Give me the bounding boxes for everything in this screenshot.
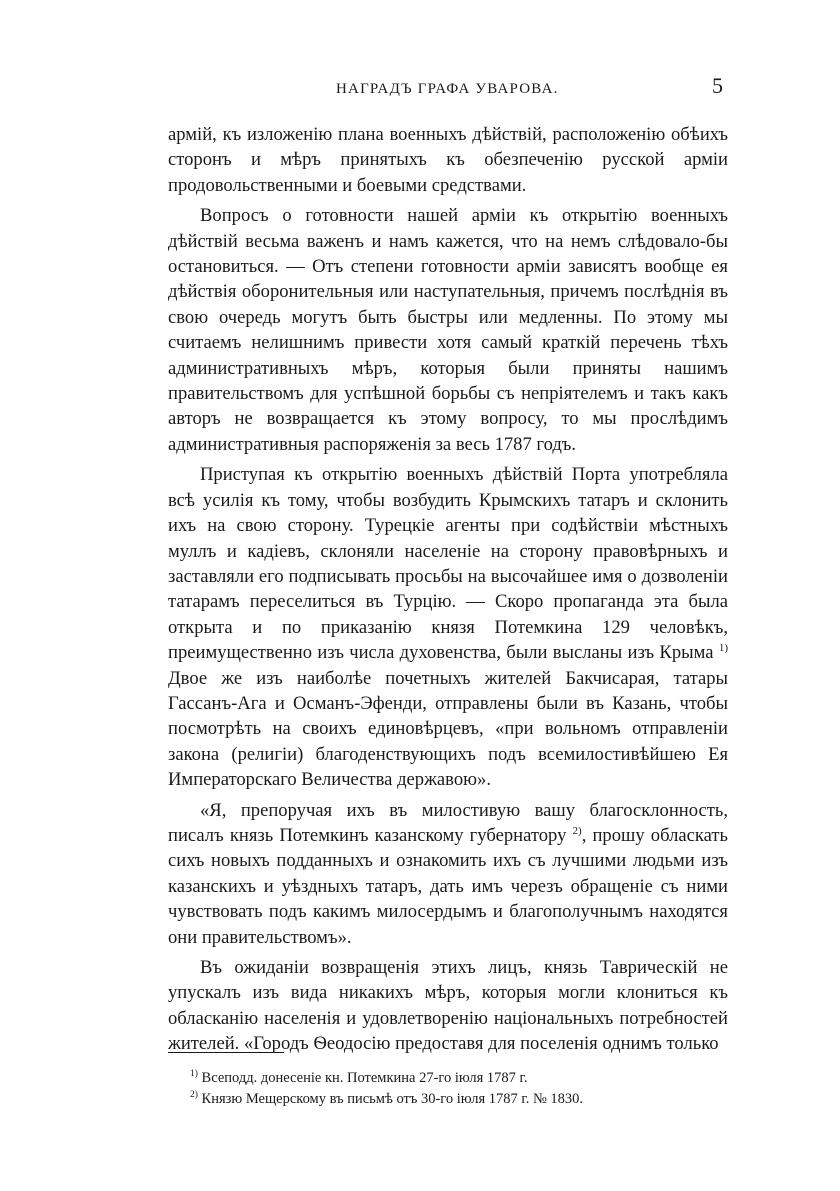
footnote-ref-1: 1) [718, 642, 729, 655]
footnote-mark-1: 1) [190, 1069, 198, 1079]
footnote-divider [168, 1052, 284, 1053]
footnote-1 [190, 1068, 710, 1089]
paragraph-2: Вопросъ о готовности нашей арміи къ открытію военныхъ дѣйствій весьма важенъ и намъ кажется, что на немъ слѣдовало-бы остановиться. — Отъ степени готовности арміи зависятъ вообще ея дѣйствія оборонительныя или наступательныя, причемъ послѣднія въ свою очередь могутъ быть быстры или медленны. По этому мы считаемъ нелишнимъ привести хотя самый краткій перечень тѣхъ административныхъ мѣръ, которыя были приняты нашимъ правительствомъ для успѣшной борьбы съ непріятелемъ и такъ какъ авторъ не возвращается къ этому вопросу, то мы прослѣдимъ административныя распоряженія за весь 1787 годъ. [168, 205, 728, 455]
page-number: 5 [712, 73, 723, 98]
paragraph-4-part-2: , прошу обласкать сихъ новыхъ подданныхъ и ознакомить ихъ съ лучшими людьми изъ казанскихъ и уѣздныхъ татаръ, дать имъ черезъ обращеніе съ ними чувствовать подъ какимъ милосердымъ и благополучнымъ находятся они правительствомъ». [168, 824, 728, 948]
body-text [168, 122, 728, 1057]
paragraph-5: Въ ожиданіи возвращенія этихъ лицъ, князь Таврическій не упускалъ изъ вида никакихъ мѣръ, которыя могли клониться къ обласканію населенія и удовлетворенію національныхъ потребностей жителей. «Городъ Ѳеодосію предоставя для поселенія однимъ только [168, 957, 728, 1055]
paragraph-3 [168, 462, 728, 792]
paragraph-1: армій, къ изложенію плана военныхъ дѣйствій, расположенію обѣихъ сторонъ и мѣръ принятыхъ къ обезпеченію русской арміи продовольственными и боевыми средствами. [168, 124, 728, 196]
footnote-text-2: Князю Мещерскому въ письмѣ отъ 30-го іюля 1787 г. № 1830. [197, 1090, 584, 1107]
footnote-mark-2: 2) [190, 1089, 198, 1100]
paragraph-3-part-2: Двое же изъ наиболѣе почетныхъ жителей Бакчисарая, татары Гассанъ-Ага и Османъ-Эфенди, отправлены были въ Казань, чтобы посмотрѣть на своихъ единовѣрцевъ, «при вольномъ отправленіи закона (религіи) благоденствующихъ подъ всемилостивѣйшею Ея Императорскаго Величества державою». [168, 667, 728, 791]
paragraph-4-part-1: «Я, препоручая ихъ въ милостивую вашу благосклонность, писалъ князь Потемкинъ казанскому губернатору [168, 799, 728, 846]
running-title: НАГРАДЪ ГРАФА УВАРОВА. [336, 81, 559, 97]
paragraph-3-part-1: Приступая къ открытію военныхъ дѣйствій Порта употребляла всѣ усилія къ тому, чтобы возбудить Крымскихъ татаръ и склонить ихъ на свою сторону. Турецкіе агенты при содѣйствіи мѣстныхъ муллъ и кадіевъ, склоняли населеніе на сторону правовѣрныхъ и заставляли его подписывать просьбы на высочайшее имя о дозволеніи татарамъ переселиться въ Турцію. — Скоро пропаганда эта была открыта и по приказанію князя Потемкина 129 человѣкъ, преимущественно изъ числа духовенства, были высланы изъ Крыма [168, 464, 728, 664]
footnotes [190, 1068, 710, 1109]
paragraph-4 [168, 798, 728, 950]
footnote-2 [190, 1089, 710, 1110]
footnote-ref-2: 2) [572, 824, 582, 837]
footnote-text-1: Всеподд. донесеніе кн. Потемкина 27-го іюля 1787 г. [197, 1070, 528, 1086]
